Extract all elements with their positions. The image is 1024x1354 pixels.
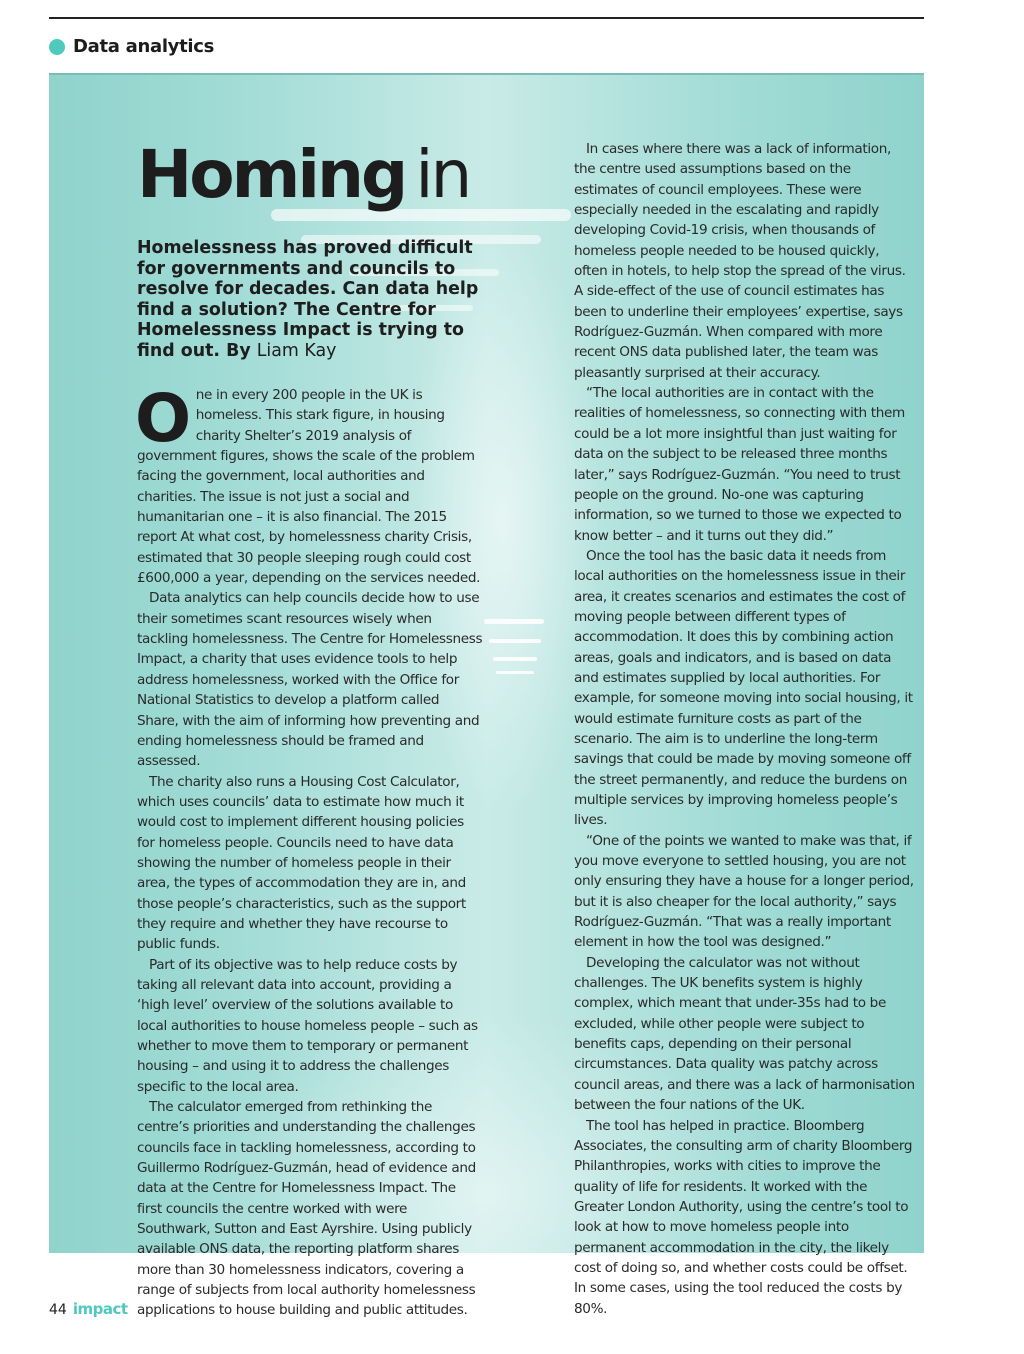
headline-bold: Homing — [137, 136, 406, 213]
article-standfirst — [137, 238, 497, 361]
paragraph: Developing the calculator was not without challenges. The UK benefits system is highly complex, which meant that under-35s had to be excluded, while other people were subject to benefits caps, depending on their personal circumstances. Data quality was patchy across council areas, and there was a lack of harmonisation between the four nations of the UK. — [574, 954, 915, 1114]
paragraph: Once the tool has the basic data it needs from local authorities on the homelessness issue in their area, it creates scenarios and estimates the cost of moving people between different types of accommodation. It does this by combining action areas, goals and indicators, and is based on data and estimates supplied by local authorities. For example, for someone moving into social housing, it would estimate furniture costs as part of the scenario. The aim is to underline the long-term savings that could be made by moving someone off the street permanently, and reduce the burdens on multiple services by improving homeless people’s lives. — [574, 547, 913, 829]
paragraph — [135, 380, 483, 588]
paragraph-text: ne in every 200 people in the UK is homeless. This stark figure, in housing charity Shelter’s 2019 analysis of government figures, shows the scale of the problem facing the government, local authorities and charities. The issue is not just a social and humanitarian one – it is also financial. The 2015 report At what cost, by homelessness charity Crisis, estimated that 30 people sleeping rough could cost £600,000 a year, depending on the services needed. — [137, 387, 481, 587]
top-rule — [49, 17, 924, 19]
drop-cap: O — [135, 380, 191, 457]
paragraph: The calculator emerged from rethinking the centre’s priorities and understanding the challenges councils face in tackling homelessness, according to Guillermo Rodríguez-Guzmán, head of evidence and data at the Centre for Homelessness Impact. The first councils the centre worked with were Southwark, Sutton and East Ayrshire. Using publicly available ONS data, the reporting platform shares more than 30 homelessness indicators, covering a range of subjects from local authority homelessness applications to house building and public attitudes. — [137, 1099, 476, 1319]
section-label — [49, 36, 214, 57]
tunnel-light-decoration — [489, 639, 541, 643]
author-byline: Liam Kay — [256, 340, 337, 361]
section-title: Data analytics — [73, 36, 215, 57]
paragraph: “The local authorities are in contact with the realities of homelessness, so connecting with them could be a lot more insightful than just waiting for data on the subject to be released three months later,” says Rodríguez-Guzmán. “You need to trust people on the ground. No-one was capturing information, so we turned to those we expected to know better – and it turns out they did.” — [574, 385, 905, 544]
standfirst-text: Homelessness has proved difficult for governments and councils to resolve for decades. Can data help find a solution? The Centre for Homelessness Impact is trying to find out. By — [137, 238, 479, 361]
paragraph: In cases where there was a lack of information, the centre used assumptions based on the estimates of council employees. These were especially needed in the escalating and rapidly developing Covid-19 crisis, when thousands of homeless people needed to be housed quickly, often in hotels, to help stop the spread of the virus. A side-effect of the use of council estimates has been to underline their employees’ expertise, says Rodríguez-Guzmán. When compared with more recent ONS data published later, the team was pleasantly surprised at their accuracy. — [574, 141, 906, 381]
article-column-left — [135, 380, 483, 1321]
page-footer — [49, 1300, 128, 1318]
tunnel-light-decoration — [493, 657, 537, 661]
paragraph: Part of its objective was to help reduce costs by taking all relevant data into account, providing a ‘high level’ overview of the solutions available to local authorities to house homeless people – such as whether to move them to temporary or permanent housing – and using it to address the challenges specific to the local area. — [137, 956, 478, 1095]
page-number: 44 — [49, 1302, 67, 1318]
panel-top-rule — [49, 73, 924, 75]
article-headline — [137, 135, 469, 215]
magazine-logo: impact — [72, 1300, 128, 1318]
tunnel-light-decoration — [484, 619, 544, 624]
tunnel-light-decoration — [496, 671, 534, 674]
paragraph: “One of the points we wanted to make was that, if you move everyone to settled housing, you are not only ensuring they have a house for a longer period, but it is also cheaper for the local authority,” says Rodríguez-Guzmán. “That was a really important element in how the tool was designed.” — [574, 832, 914, 951]
paragraph: The charity also runs a Housing Cost Calculator, which uses councils’ data to estimate how much it would cost to implement different housing policies for homeless people. Councils need to have data showing the number of homeless people in their area, the types of accommodation they are in, and those people’s characteristics, such as the support they require and whether they have recourse to public funds. — [137, 773, 466, 953]
paragraph: The tool has helped in practice. Bloomberg Associates, the consulting arm of charity Bloomberg Philanthropies, works with cities to improve the quality of life for residents. It worked with the Greater London Authority, using the centre’s tool to look at how to move homeless people into permanent accommodation in the city, the likely cost of doing so, and whether costs could be offset. In some cases, using the tool reduced the costs by 80%. — [574, 1117, 913, 1317]
headline-light: in — [415, 136, 470, 213]
article-column-right — [574, 139, 916, 1319]
paragraph: Data analytics can help councils decide how to use their sometimes scant resources wisely when tackling homelessness. The Centre for Homelessness Impact, a charity that uses evidence tools to help address homelessness, worked with the Office for National Statistics to develop a platform called Share, with the aim of informing how preventing and ending homelessness should be framed and assessed. — [137, 590, 483, 770]
section-dot-icon — [49, 39, 65, 55]
